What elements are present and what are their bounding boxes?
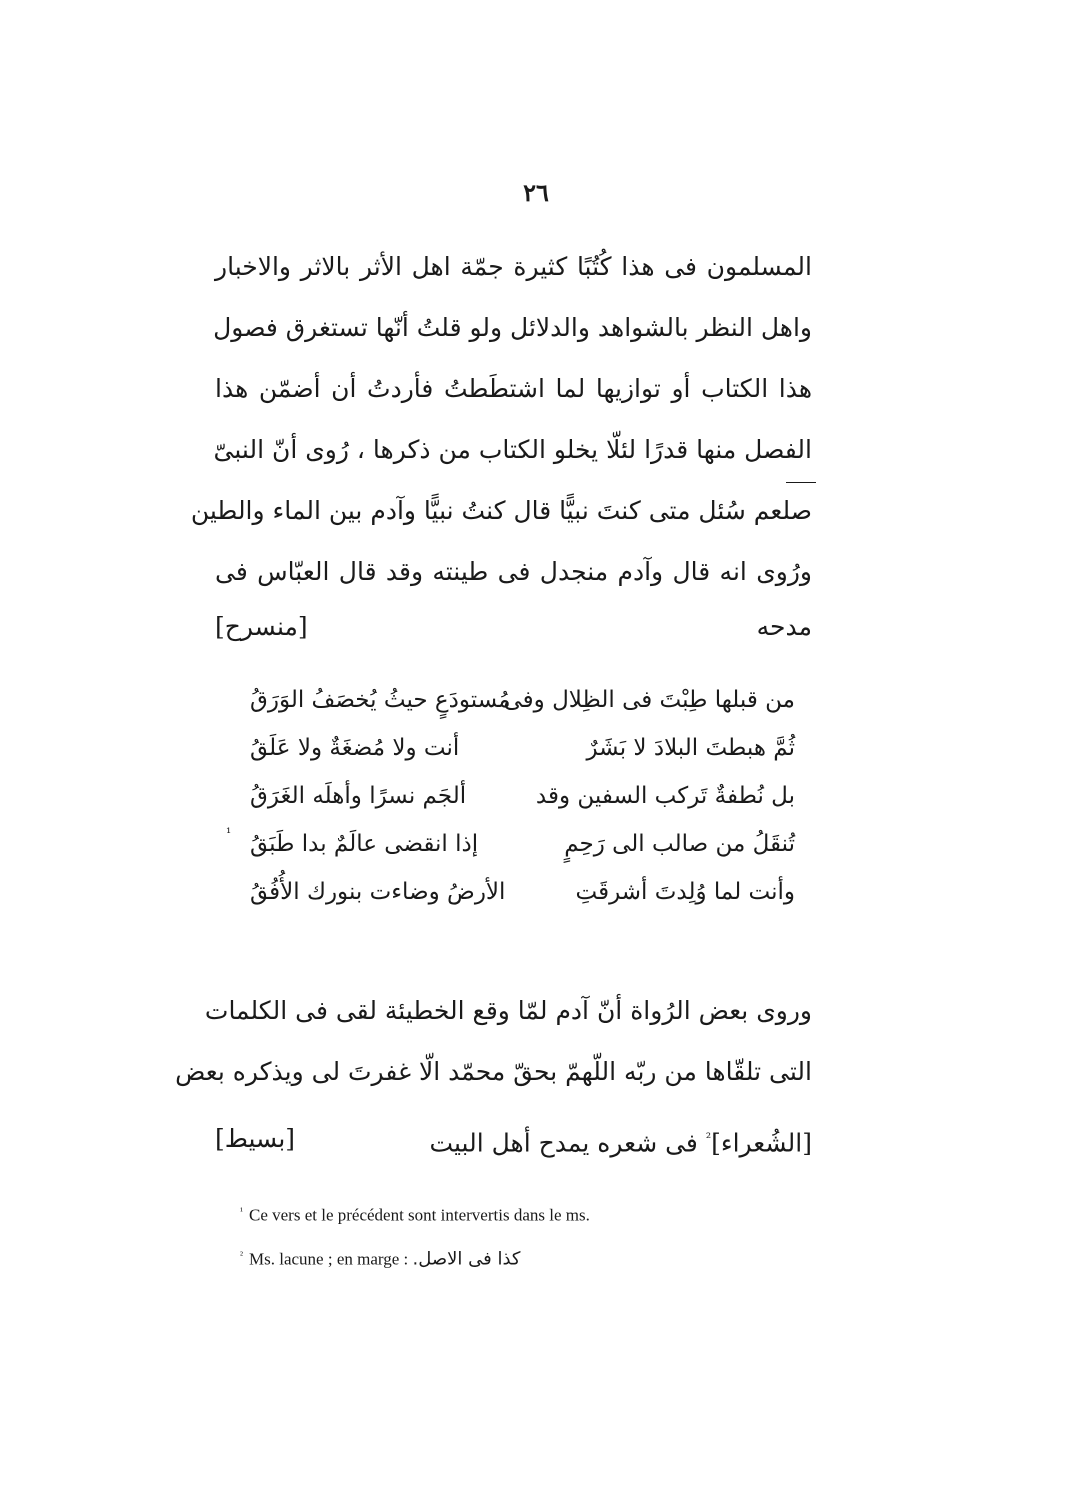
text-line: صلعم سُئل متى كنتَ نبيًّا قال كنتُ نبيًّا وآدم بين الماء والطين — [190, 496, 812, 525]
footnote — [240, 1190, 760, 1234]
text-line: هذا الكتاب أو توازيها لما اشتطَطتُ فأردتُ أن أضمّن هذا — [215, 374, 812, 403]
meter-row-2 — [215, 1108, 812, 1169]
overline-mark — [786, 482, 816, 483]
verse-first-hemistich: بل نُطفةٌ تَركب السفين وقد — [535, 783, 795, 809]
meter-label: [منسرح] — [215, 612, 308, 641]
text-line: الفصل منها قدرًا لئلّا يخلو الكتاب من ذكرها ، رُوى أنّ النبىّ — [213, 435, 812, 464]
paragraph-1 — [190, 236, 812, 602]
poem-verse — [226, 820, 795, 868]
last-line-text: فى شعره يمدح أهل البيت — [429, 1128, 698, 1158]
verse-first-hemistich: ثُمَّ هبطتَ البلادَ لا بَشَرٌ — [586, 735, 795, 761]
verse-second-hemistich: مُستودَعٍ حيثُ يُخصَفُ الوَرَقُ — [250, 687, 511, 713]
verse-first-hemistich: تُنقَلُ من صالب الى رَحِمٍ — [564, 831, 795, 857]
footnote-reference: ² — [705, 1131, 712, 1146]
text-line: المسلمون فى هذا كُتُبًا كثيرة جمّة اهل الأثر بالاثر والاخبار — [215, 252, 812, 281]
verse-second-hemistich: ألجَم نسرًا وأهلَه الغَرَقُ — [250, 783, 467, 809]
text-line: ورُوى انه قال وآدم منجدل فى طينته وقد قال العبّاس فى — [215, 557, 812, 586]
footnote-marker: ² — [240, 1250, 243, 1261]
footnote-text: Ms. lacune ; en marge : — [249, 1249, 409, 1269]
text-line: التى تلقّاها من ربّه اللّهمّ بحقّ محمّد الّا غفرتَ لى ويذكره بعض — [175, 1057, 812, 1086]
poem — [226, 676, 795, 916]
footnote-arabic: كذا فى الاصل. — [412, 1248, 521, 1270]
last-line — [429, 1108, 812, 1173]
verse-first-hemistich: من قبلها طِبْتَ فى الظِلال وفى — [503, 687, 795, 713]
verse-second-hemistich: إذا انقضى عالَمٌ بدا طَبَقُ — [250, 831, 479, 857]
footnotes — [240, 1190, 760, 1278]
text-line: واهل النظر بالشواهد والدلائل ولو قلتُ أنّها تستغرق فصول — [213, 313, 812, 342]
poem-verse — [240, 772, 795, 820]
last-word: مدحه — [756, 612, 812, 641]
page-number: ٢٦ — [523, 178, 549, 207]
footnote — [240, 1234, 760, 1278]
paragraph-2 — [175, 980, 812, 1102]
text-line: وروى بعض الرُواة أنّ آدم لمّا وقع الخطيئة لقى فى الكلمات — [204, 996, 812, 1025]
poem-verse — [240, 676, 795, 724]
meter-row-1 — [215, 602, 812, 662]
verse-second-hemistich: الأرضُ وضاءت بنورك الأُفُقُ — [250, 879, 506, 905]
verse-second-hemistich: أنت ولا مُضغَةٌ ولا عَلَقُ — [250, 735, 460, 761]
footnote-text: Ce vers et le précédent sont intervertis dans le ms. — [249, 1205, 590, 1225]
poem-verse — [240, 868, 795, 916]
poem-verse — [240, 724, 795, 772]
footnote-marker: ¹ — [240, 1206, 243, 1217]
meter-label: [بسيط] — [215, 1124, 296, 1153]
bracketed-word: [الشُعراء] — [711, 1128, 812, 1158]
verse-first-hemistich: وأنت لما وُلِدتَ أشرقَتِ — [575, 879, 795, 905]
footnote-reference: ¹ — [226, 826, 232, 841]
